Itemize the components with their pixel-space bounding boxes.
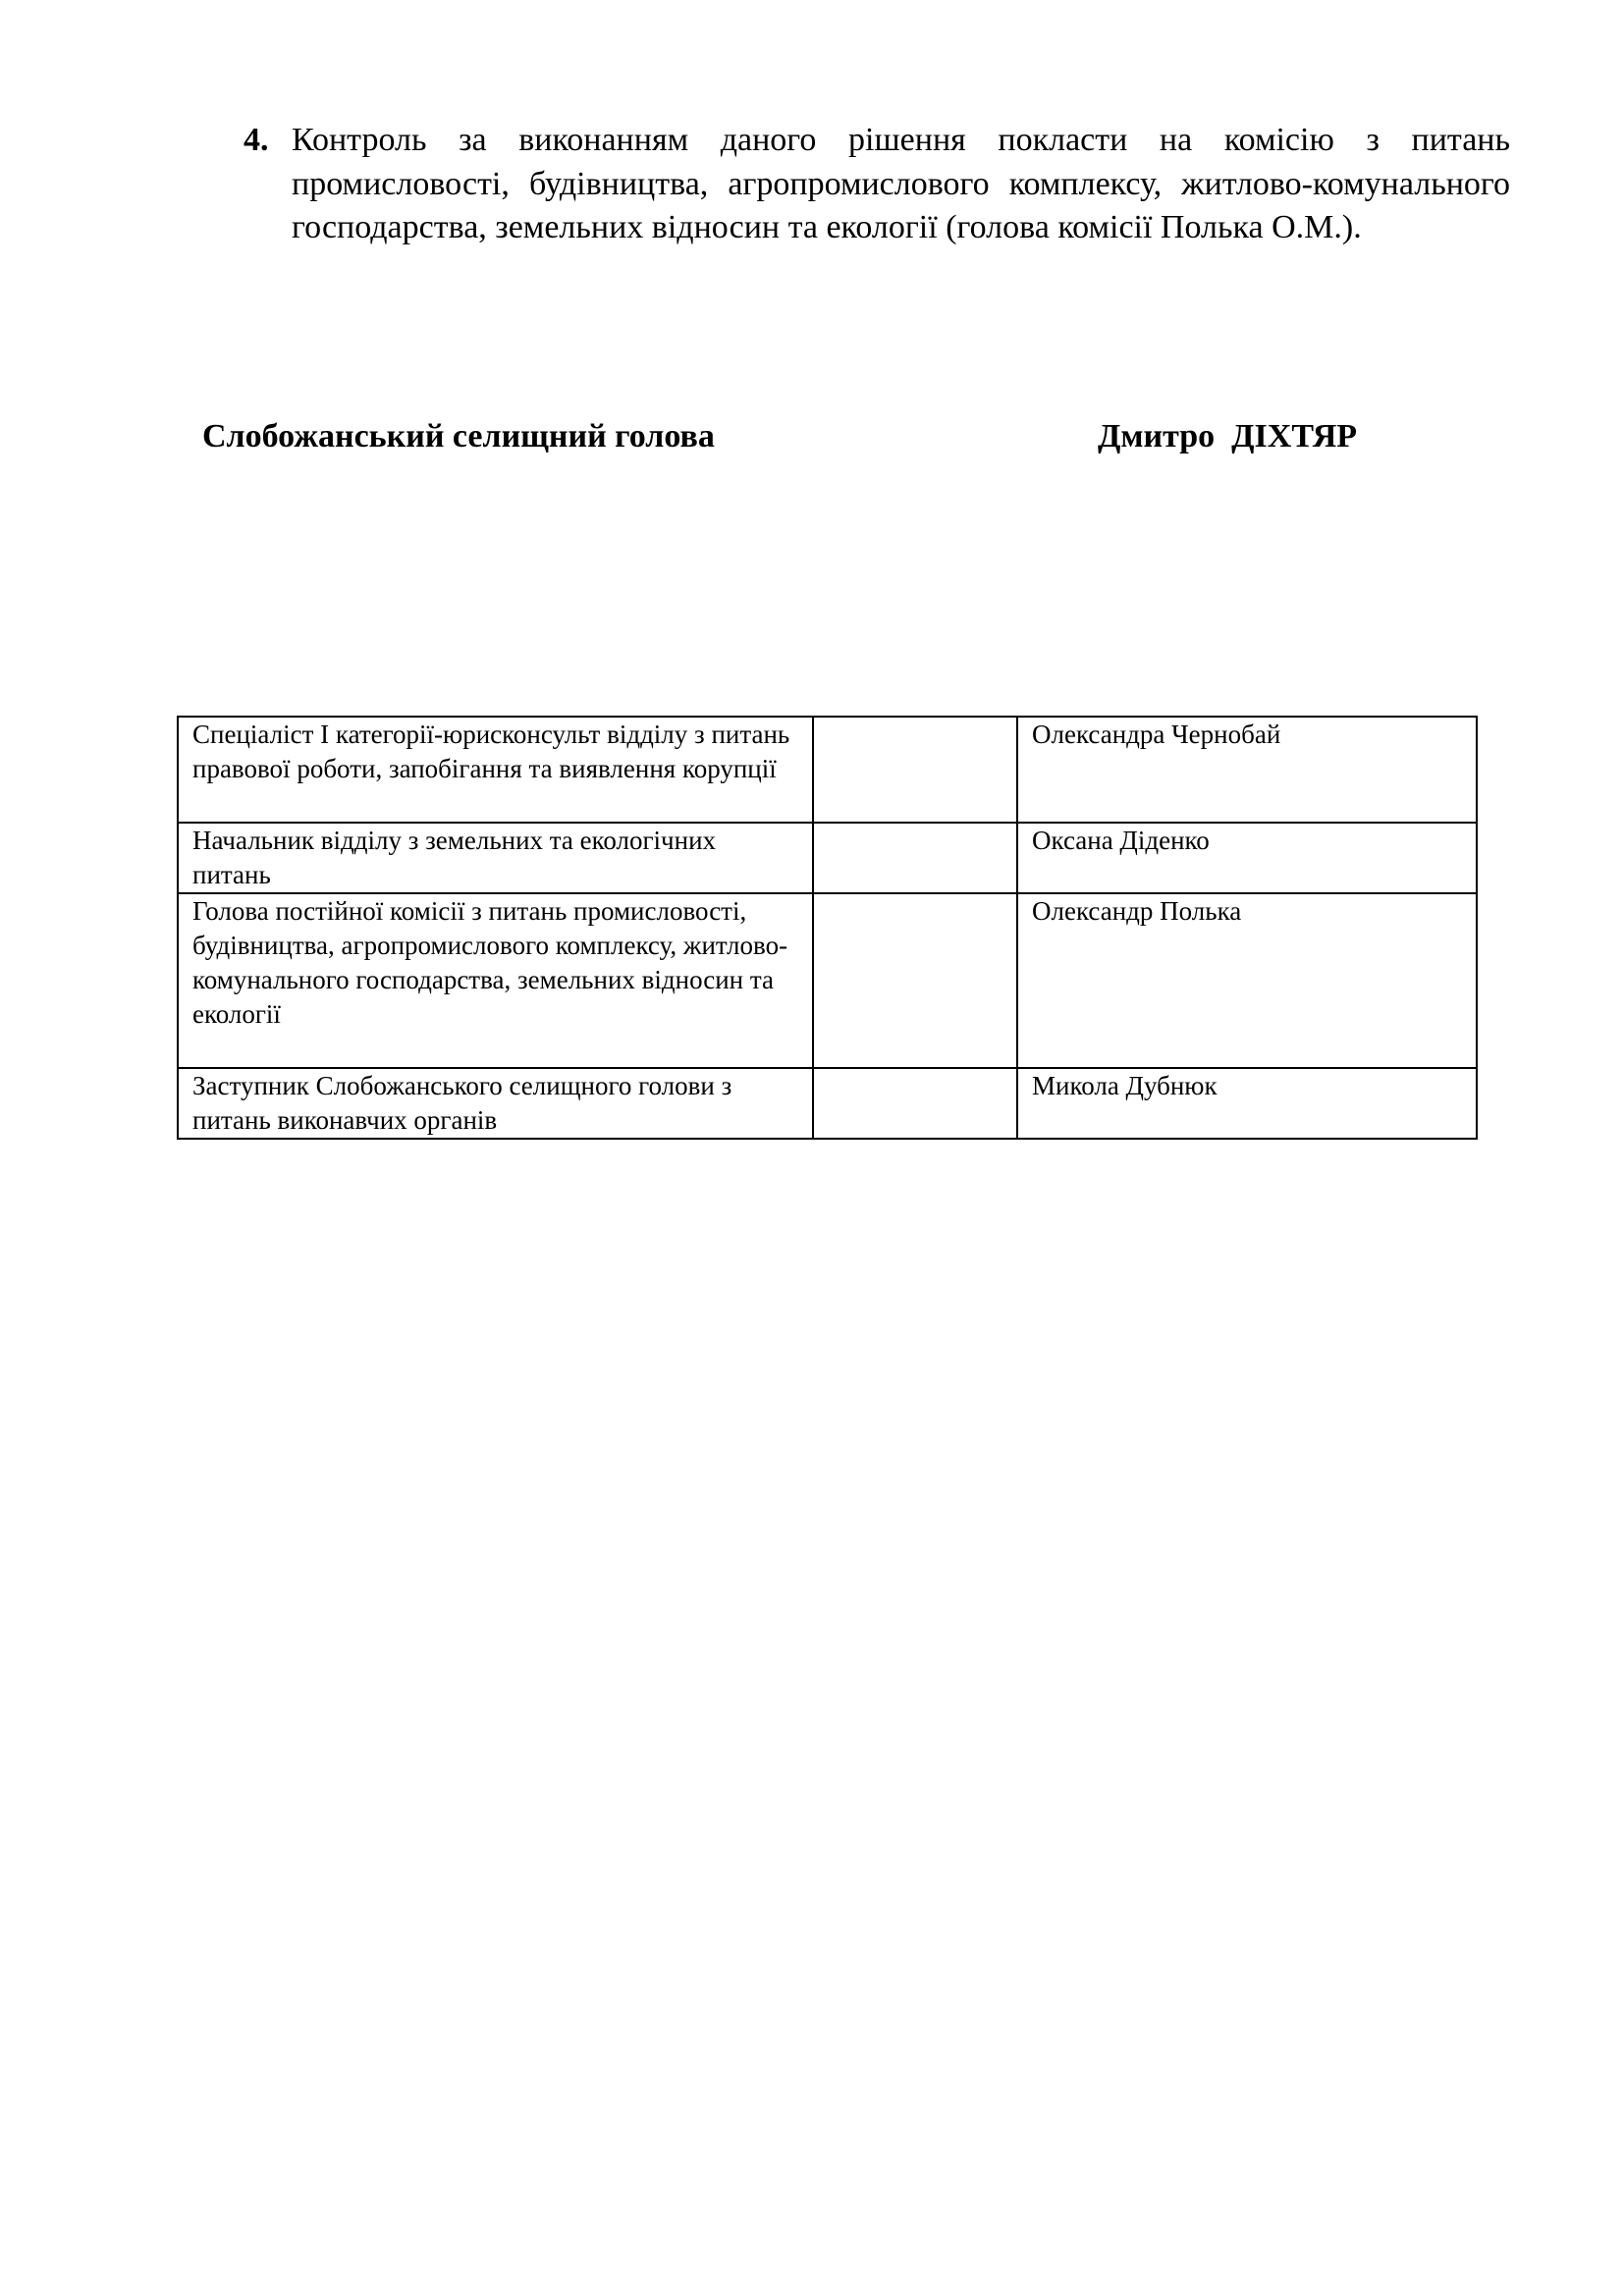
- item-text: Контроль за виконанням даного рішення покласти на комісію з питань промисловості, будівництва, агропромислового комплексу, житлово-комунального господарства, земельних відносин та екології (голова комісії Полька О.М.).: [292, 122, 1510, 245]
- approvals-table: [177, 716, 1478, 1140]
- approver-name-cell: [1017, 1068, 1477, 1139]
- approver-name-cell: [1017, 823, 1477, 893]
- approver-position: Спеціаліст І категорії-юрисконсульт відділу з питань правової роботи, запобігання та виявлення корупції: [192, 720, 790, 783]
- table-row: [178, 1068, 1477, 1139]
- signature-cell: [813, 893, 1017, 1068]
- table-row: [178, 893, 1477, 1068]
- approver-position: Заступник Слобожанського селищного голови з питань виконавчих органів: [192, 1071, 732, 1135]
- table-row: [178, 823, 1477, 893]
- approver-position: Начальник відділу з земельних та екологічних питань: [192, 826, 717, 889]
- item-number: 4.: [244, 122, 269, 158]
- approver-name: Оксана Діденко: [1032, 826, 1210, 855]
- approver-name: Микола Дубнюк: [1032, 1071, 1218, 1100]
- approver-position-cell: [178, 1068, 813, 1139]
- table-row: [178, 717, 1477, 823]
- approver-name-cell: [1017, 717, 1477, 823]
- approver-position-cell: [178, 717, 813, 823]
- signature-cell: [813, 717, 1017, 823]
- signatory-position: Слобожанський селищний голова: [202, 418, 715, 454]
- approver-name: Олександр Полька: [1032, 896, 1242, 926]
- approver-position-cell: [178, 893, 813, 1068]
- approver-name: Олександра Чернобай: [1032, 720, 1281, 749]
- signature-cell: [813, 823, 1017, 893]
- approver-position: Голова постійної комісії з питань промисловості, будівництва, агропромислового комплексу, житлово-комунального господарства, земельних відносин та екології: [192, 896, 788, 1029]
- approver-position-cell: [178, 823, 813, 893]
- signature-cell: [813, 1068, 1017, 1139]
- signatory-name: Дмитро ДІХТЯР: [1098, 418, 1358, 454]
- approver-name-cell: [1017, 893, 1477, 1068]
